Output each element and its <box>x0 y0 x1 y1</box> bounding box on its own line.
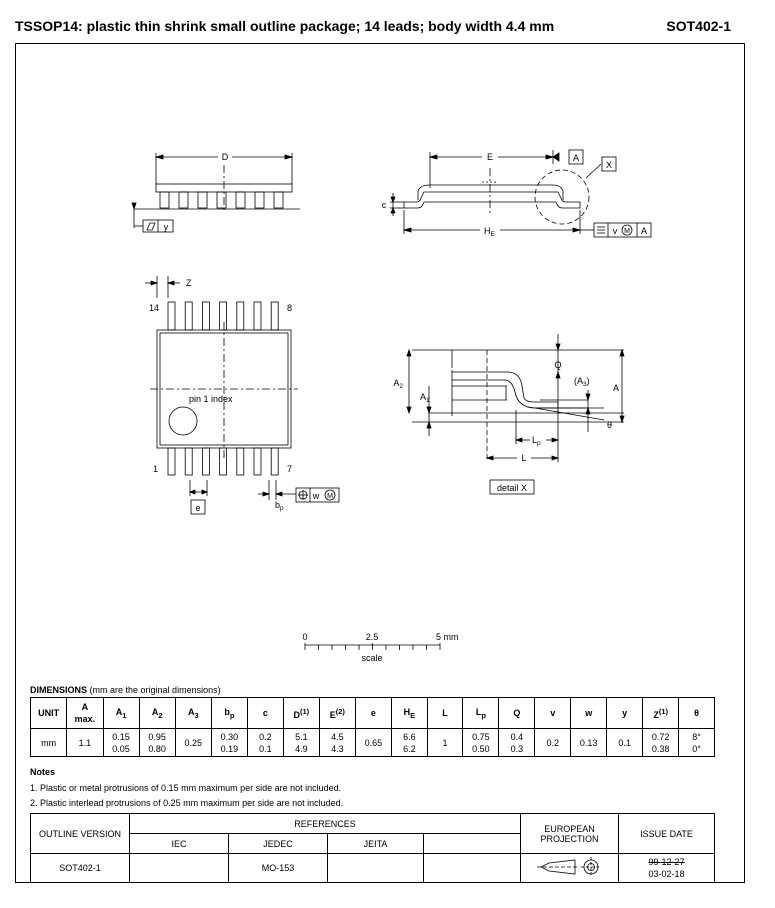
dim-value-17: 0.72 0.38 <box>643 729 679 757</box>
dim-header-11: L <box>427 698 463 729</box>
dim-L-label: L <box>521 453 527 463</box>
dim-value-0: mm <box>31 729 67 757</box>
dim-value-11: 1 <box>427 729 463 757</box>
scale-bar <box>302 632 458 663</box>
dim-A1-sub: 1 <box>426 397 430 404</box>
note-2: 2. Plastic interlead protrusions of 0.25 mm maximum per side are not included. <box>30 798 344 808</box>
dim-Q-label: Q <box>554 360 562 370</box>
side-lead <box>255 192 264 208</box>
side-lead <box>236 192 245 208</box>
pin-14-label: 14 <box>148 303 159 313</box>
dim-A2-sub: 2 <box>399 383 403 390</box>
top-lead <box>168 448 175 475</box>
top-lead <box>237 302 244 330</box>
dim-header-6: c <box>247 698 283 729</box>
dim-bp-sub: p <box>280 505 284 512</box>
end-view <box>382 150 651 238</box>
issue-date-old: 99-12-27 <box>648 857 685 867</box>
svg-text:A1 <box>420 392 430 404</box>
tol-M-label: M <box>624 228 630 235</box>
dim-Lp-sub: p <box>537 440 541 447</box>
jedec-value: MO-153 <box>229 854 328 883</box>
pin-7-label: 7 <box>287 464 293 474</box>
tol-v-label: v <box>612 226 618 236</box>
dim-header-2: $A_1$ <box>103 698 139 729</box>
dim-header-1: A max. <box>67 698 103 729</box>
pin-1-label: 1 <box>152 464 158 474</box>
side-lead <box>198 192 207 208</box>
dim-value-5: 0.30 0.19 <box>211 729 247 757</box>
jeita-header: JEITA <box>328 834 424 854</box>
dim-header-9: e <box>355 698 391 729</box>
dimensions-caption-note: (mm are the original dimensions) <box>89 685 221 695</box>
dim-A3-label: (A <box>574 376 583 386</box>
dim-e-label: e <box>195 503 201 513</box>
top-lead <box>220 448 227 475</box>
top-lead <box>220 302 227 330</box>
references-spare-header <box>424 834 521 854</box>
ref-y-label: y <box>163 222 169 232</box>
dim-header-18: θ <box>679 698 715 729</box>
dim-HE-label: H <box>484 226 491 236</box>
dimensions-table <box>30 697 715 757</box>
tol-w-label: w <box>312 491 320 501</box>
top-lead <box>202 448 209 475</box>
scale-2-5: 2.5 <box>365 632 379 642</box>
issue-date-header: ISSUE DATE <box>619 814 715 854</box>
side-lead <box>160 192 169 208</box>
top-lead <box>185 448 192 475</box>
side-view <box>132 152 300 232</box>
dim-header-13: Q <box>499 698 535 729</box>
dim-value-14: 0.2 <box>535 729 571 757</box>
svg-text:bp <box>275 500 284 512</box>
detail-x <box>393 334 624 494</box>
scale-5mm: 5 mm <box>436 632 459 642</box>
dim-A3-close: ) <box>586 376 590 386</box>
notes-title: Notes <box>30 767 56 777</box>
iec-value <box>130 854 229 883</box>
note-1: 1. Plastic or metal protrusions of 0.15 mm maximum per side are not included. <box>30 783 342 793</box>
dim-HE-sub: E <box>490 231 495 238</box>
dimensions-value-row <box>31 729 715 757</box>
svg-text:(A3) <box>574 376 590 388</box>
pin1-index-label: pin 1 index <box>189 394 233 404</box>
dim-A1-label: A <box>420 392 427 402</box>
dim-header-5: $b_p$ <box>211 698 247 729</box>
package-code: SOT402-1 <box>666 18 731 34</box>
dim-header-14: v <box>535 698 571 729</box>
dim-value-1: 1.1 <box>67 729 103 757</box>
dim-A3-sub: 3 <box>583 381 587 388</box>
dim-header-3: $A_2$ <box>139 698 175 729</box>
top-lead <box>168 302 175 330</box>
dim-c-label: c <box>381 200 387 210</box>
dim-header-4: $A_3$ <box>175 698 211 729</box>
tol-A-label: A <box>640 226 648 236</box>
dim-header-10: $H_E$ <box>391 698 427 729</box>
side-lead <box>274 192 283 208</box>
jeita-value <box>328 854 424 883</box>
iec-header: IEC <box>130 834 229 854</box>
dim-theta-label: θ <box>607 420 613 430</box>
dim-value-18: 8° 0° <box>679 729 715 757</box>
top-lead <box>271 302 278 330</box>
dim-bp-label: b <box>275 500 281 510</box>
outline-version-header: OUTLINE VERSION <box>31 814 130 854</box>
dim-Lp-label: L <box>532 435 538 445</box>
dim-value-7: 5.1 4.9 <box>283 729 319 757</box>
dim-header-17: $Z^{(1)}$ <box>643 698 679 729</box>
dim-header-15: w <box>571 698 607 729</box>
side-lead <box>179 192 188 208</box>
top-lead <box>254 302 261 330</box>
dim-value-15: 0.13 <box>571 729 607 757</box>
dim-value-3: 0.95 0.80 <box>139 729 175 757</box>
tol-M2-label: M <box>327 493 333 500</box>
datum-A-label: A <box>572 153 580 163</box>
dim-value-16: 0.1 <box>607 729 643 757</box>
jedec-header: JEDEC <box>229 834 328 854</box>
detail-X-ref: X <box>605 160 613 170</box>
top-view <box>145 276 339 514</box>
dim-header-7: $D^{(1)}$ <box>283 698 319 729</box>
package-title: TSSOP14: plastic thin shrink small outline package; 14 leads; body width 4.4 mm <box>15 18 555 34</box>
scale-label: scale <box>361 653 383 663</box>
dim-Z-label: Z <box>186 278 192 288</box>
projection-icon <box>535 856 605 878</box>
top-lead <box>237 448 244 475</box>
svg-text:Lp <box>532 435 541 447</box>
top-lead <box>202 302 209 330</box>
top-lead <box>271 448 278 475</box>
references-header: REFERENCES <box>130 814 521 834</box>
dim-value-6: 0.2 0.1 <box>247 729 283 757</box>
projection-header: EUROPEAN PROJECTION <box>521 814 619 854</box>
dim-value-8: 4.5 4.3 <box>319 729 355 757</box>
pin-8-label: 8 <box>287 303 293 313</box>
dim-D-label: D <box>221 152 229 162</box>
dimensions-header-row <box>31 698 715 729</box>
dim-value-4: 0.25 <box>175 729 211 757</box>
dim-A-label: A <box>612 383 619 393</box>
dim-header-12: $L_p$ <box>463 698 499 729</box>
issue-date-current: 03-02-18 <box>648 869 685 879</box>
svg-text:A2 <box>393 378 403 390</box>
top-lead <box>254 448 261 475</box>
dim-value-12: 0.75 0.50 <box>463 729 499 757</box>
references-table <box>30 813 715 883</box>
projection-symbol <box>521 854 619 883</box>
scale-0: 0 <box>302 632 308 642</box>
dim-value-10: 6.6 6.2 <box>391 729 427 757</box>
dim-header-16: y <box>607 698 643 729</box>
side-lead <box>217 192 226 208</box>
issue-date-value <box>619 854 715 883</box>
top-lead <box>185 302 192 330</box>
svg-text:HE <box>484 226 496 238</box>
detail-x-caption: detail X <box>496 483 528 493</box>
dim-value-2: 0.15 0.05 <box>103 729 139 757</box>
references-spare-value <box>424 854 521 883</box>
dim-A2-label: A <box>393 378 400 388</box>
dim-value-9: 0.65 <box>355 729 391 757</box>
dim-value-13: 0.4 0.3 <box>499 729 535 757</box>
dim-header-8: $E^{(2)}$ <box>319 698 355 729</box>
dim-E-label: E <box>486 152 494 162</box>
dimensions-caption: DIMENSIONS (mm are the original dimensions) <box>30 685 221 695</box>
dim-header-0: UNIT <box>31 698 67 729</box>
outline-version-value: SOT402-1 <box>31 854 130 883</box>
